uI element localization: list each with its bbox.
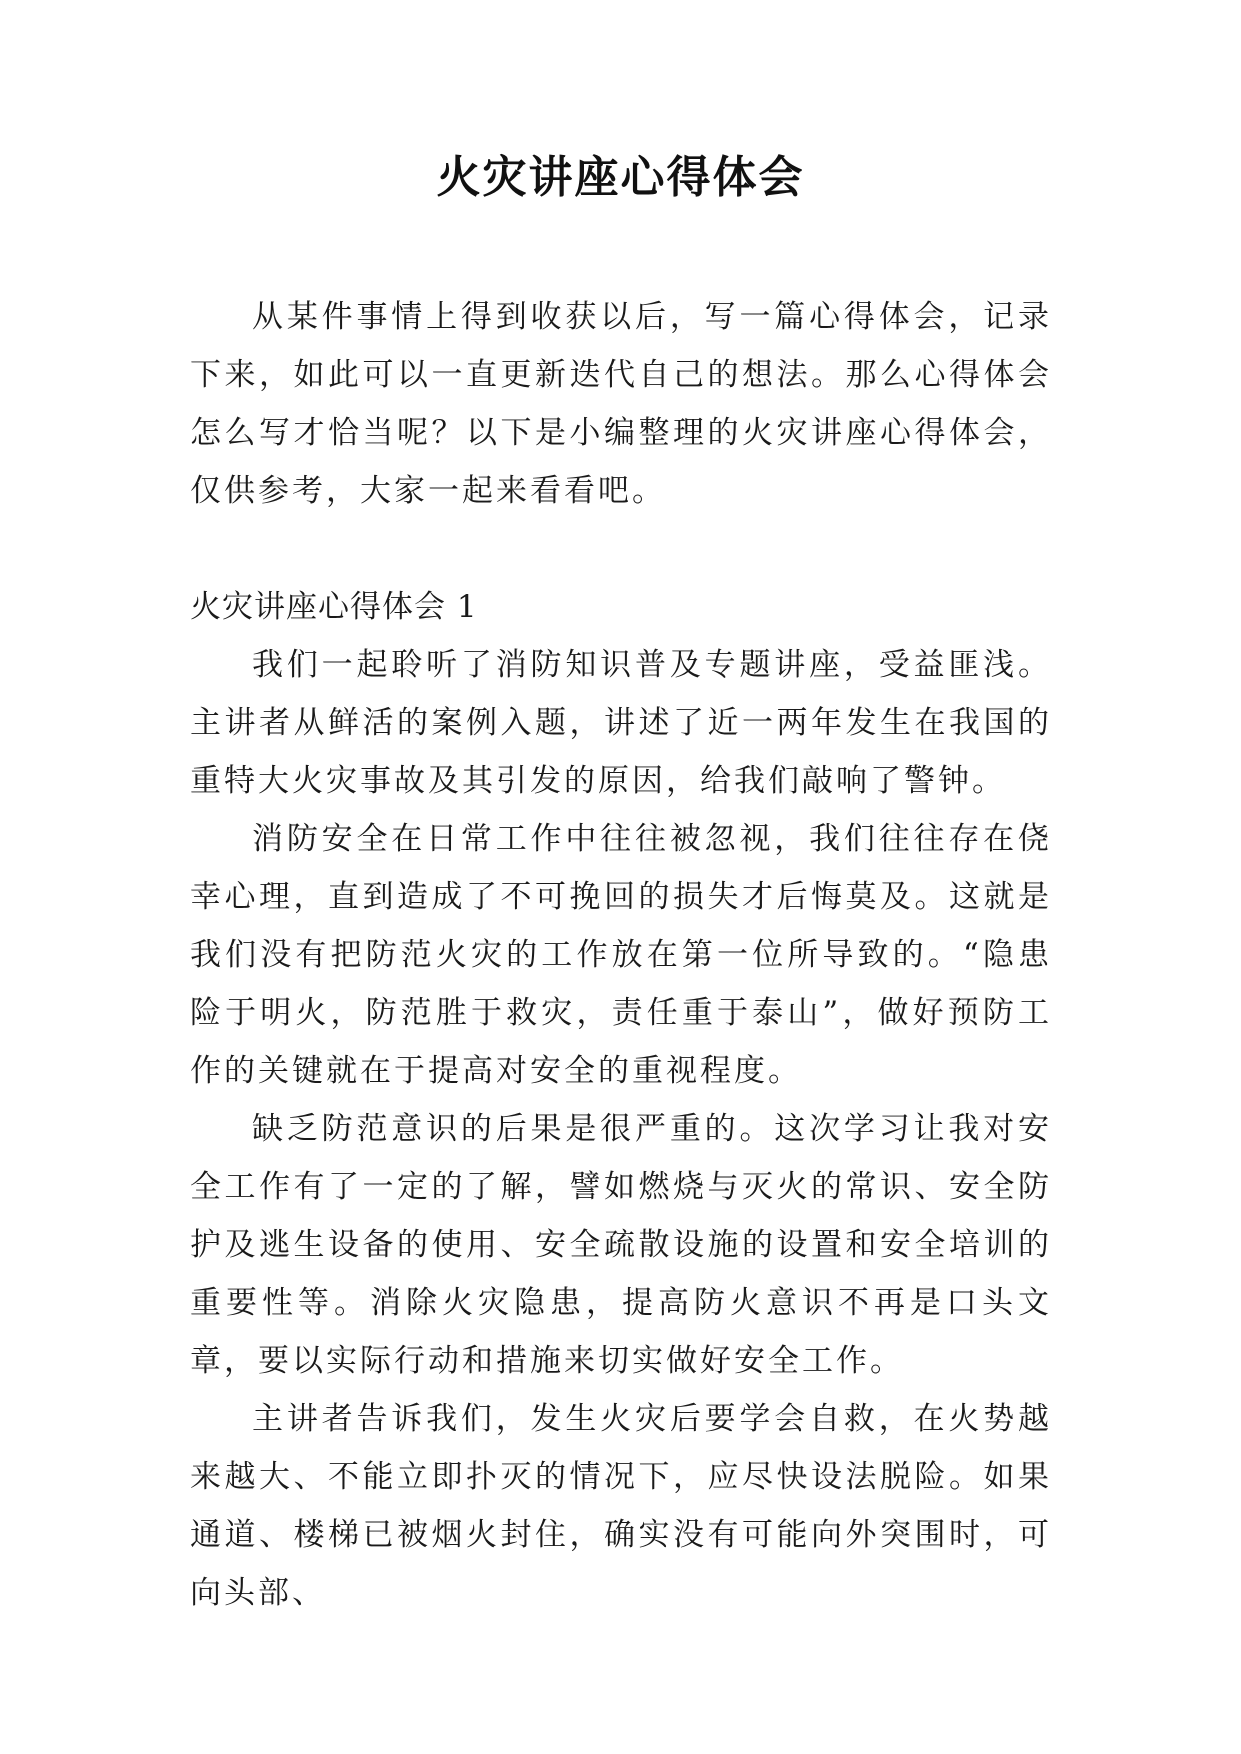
body-paragraph: 我们一起聆听了消防知识普及专题讲座，受益匪浅。主讲者从鲜活的案例入题，讲述了近一两年发生在我国的重特大火灾事故及其引发的原因，给我们敲响了警钟。 [190, 647, 1052, 799]
document-body [190, 288, 1052, 1622]
body-paragraph: 缺乏防范意识的后果是很严重的。这次学习让我对安全工作有了一定的了解，譬如燃烧与灭火的常识、安全防护及逃生设备的使用、安全疏散设施的设置和安全培训的重要性等。消除火灾隐患，提高防火意识不再是口头文章，要以实际行动和措施来切实做好安全工作。 [190, 1111, 1052, 1379]
document-title: 火灾讲座心得体会 [436, 152, 805, 203]
body-paragraph: 主讲者告诉我们，发生火灾后要学会自救，在火势越来越大、不能立即扑灭的情况下，应尽快设法脱险。如果通道、楼梯已被烟火封住，确实没有可能向外突围时，可向头部、 [190, 1401, 1052, 1611]
intro-paragraph: 从某件事情上得到收获以后，写一篇心得体会，记录下来，如此可以一直更新迭代自己的想法。那么心得体会怎么写才恰当呢？以下是小编整理的火灾讲座心得体会，仅供参考，大家一起来看看吧。 [190, 299, 1052, 509]
body-paragraph: 消防安全在日常工作中往往被忽视，我们往往存在侥幸心理，直到造成了不可挽回的损失才后悔莫及。这就是我们没有把防范火灾的工作放在第一位所导致的。“隐患险于明火，防范胜于救灾，责任重于泰山”，做好预防工作的关键就在于提高对安全的重视程度。 [190, 821, 1052, 1089]
section-heading: 火灾讲座心得体会 1 [190, 589, 478, 625]
